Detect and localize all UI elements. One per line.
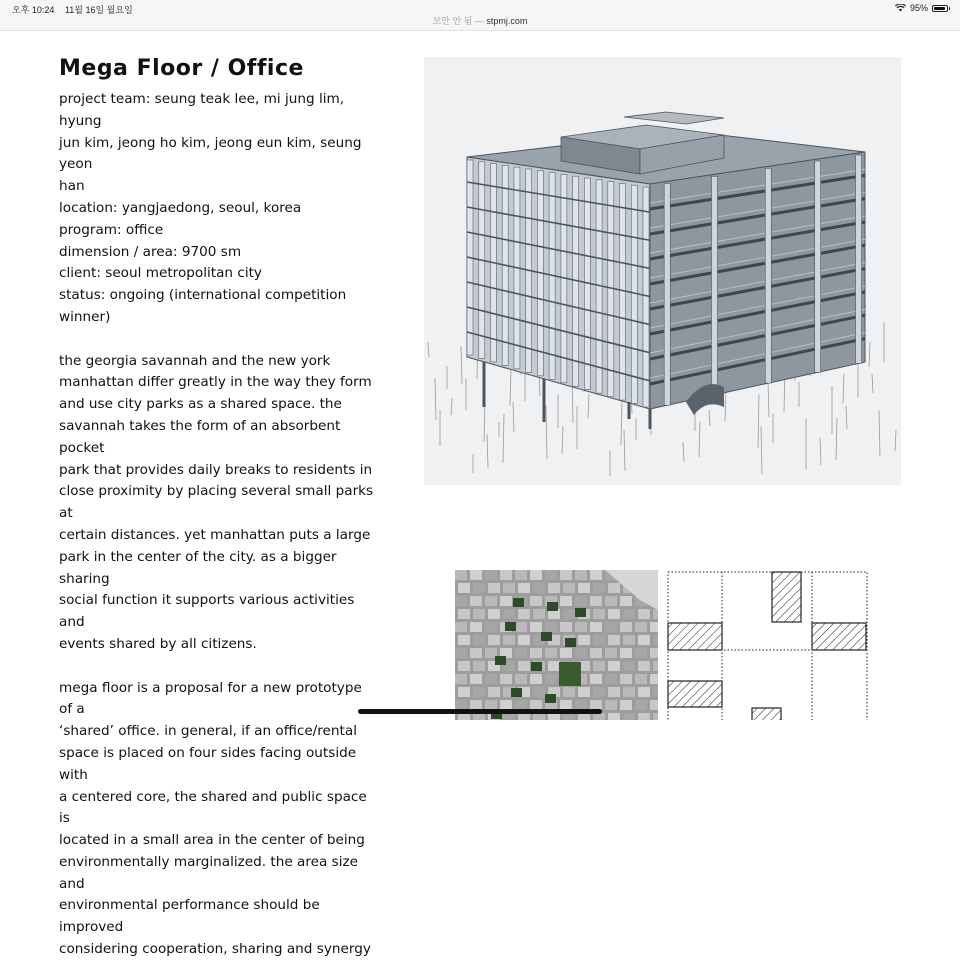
paragraph-line: located in a small area in the center of being [59, 832, 365, 849]
meta-dimension: dimension / area: 9700 sm [59, 243, 242, 260]
status-bar [0, 0, 960, 31]
wifi-icon [895, 4, 906, 12]
paragraph-line: close proximity by placing several small parks at [59, 483, 374, 522]
building-illustration [424, 57, 901, 485]
security-label: 보안 안 됨 [432, 16, 473, 26]
paragraph-line: considering cooperation, sharing and synergy [59, 941, 371, 958]
paragraph-line: park that provides daily breaks to residents in [59, 461, 373, 478]
floor-diagram [666, 570, 869, 720]
meta-team-line-2: jun kim, jeong ho kim, jeong eun kim, seung yeon [59, 134, 362, 173]
status-time: 오후 10:24 [12, 5, 55, 15]
meta-location: location: yangjaedong, seoul, korea [59, 199, 302, 216]
address-bar[interactable] [0, 14, 960, 27]
paragraph-line: certain distances. yet manhattan puts a large [59, 526, 371, 543]
meta-status-line-1: status: ongoing (international competition [59, 287, 347, 304]
paragraph-line: ‘shared’ office. in general, if an office/rental [59, 723, 357, 740]
building-rendering [424, 57, 901, 485]
page-domain: stpmj.com [486, 16, 528, 26]
meta-program: program: office [59, 221, 164, 238]
paragraph-1 [59, 351, 377, 656]
article-text [59, 56, 377, 961]
paragraph-line: manhattan differ greatly in the way they form [59, 374, 372, 391]
battery-icon [932, 5, 948, 12]
home-indicator[interactable] [358, 709, 602, 714]
paragraph-line: and use city parks as a shared space. the [59, 396, 342, 413]
meta-client: client: seoul metropolitan city [59, 265, 262, 282]
paragraph-line: park in the center of the city. as a bigger sharing [59, 548, 337, 587]
aerial-illustration [455, 570, 658, 720]
paragraph-line: mega floor is a proposal for a new prototype of a [59, 679, 362, 718]
paragraph-line: events shared by all citizens. [59, 635, 257, 652]
paragraph-line: social function it supports various activities and [59, 592, 355, 631]
address-separator: — [474, 16, 484, 26]
paragraph-line: space is placed on four sides facing outside with [59, 744, 357, 783]
paragraph-line: environmental performance should be improved [59, 897, 320, 936]
paragraph-line: environmentally marginalized. the area size and [59, 853, 359, 892]
battery-fill [934, 7, 945, 10]
paragraph-line: a centered core, the shared and public space is [59, 788, 367, 827]
status-date: 11월 16일 월요일 [64, 5, 133, 15]
battery-percent: 95% [909, 3, 928, 13]
aerial-map-image [455, 570, 658, 720]
diagram-illustration [666, 570, 869, 720]
paragraph-2 [59, 678, 377, 961]
paragraph-line: the georgia savannah and the new york [59, 352, 331, 369]
meta-team-line-3: han [59, 178, 85, 195]
meta-team-line-1: project team: seung teak lee, mi jung lim, hyung [59, 91, 345, 129]
status-indicators [895, 3, 948, 13]
page-title: Mega Floor / Office [59, 56, 304, 81]
paragraph-line: savannah takes the form of an absorbent pocket [59, 417, 341, 456]
meta-status-line-2: winner) [59, 308, 111, 325]
